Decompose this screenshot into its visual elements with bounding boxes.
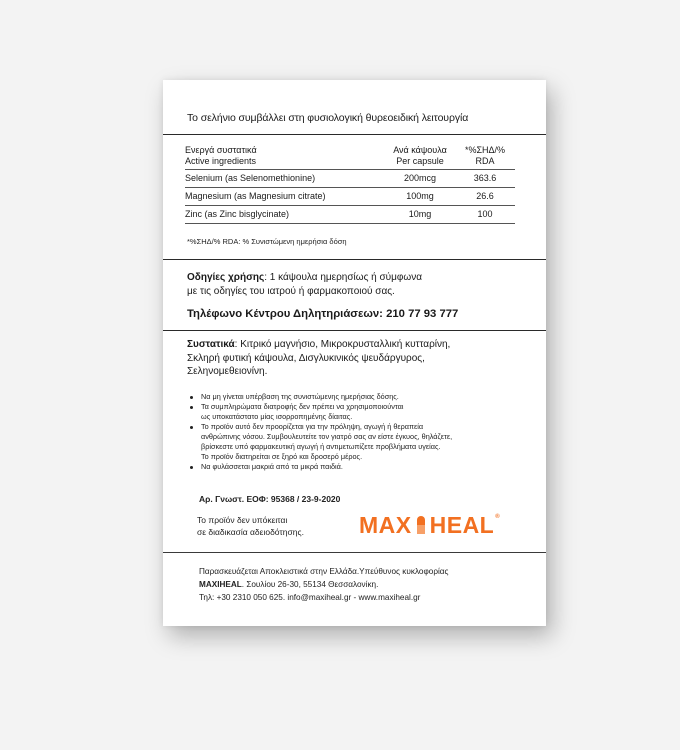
registered-mark: ® [495, 514, 501, 520]
ingredient-name: Magnesium (as Magnesium citrate) [185, 188, 385, 206]
divider-top [163, 134, 546, 135]
header-rda: *%ΣΗΔ/% RDA [464, 145, 506, 166]
logo-text-left: MAX [359, 511, 412, 538]
tagline: Το σελήνιο συμβάλλει στη φυσιολογική θυρεοειδική λειτουργία [187, 112, 469, 124]
warnings-list [189, 392, 489, 472]
divider-1 [163, 259, 546, 260]
list-item: Να μη γίνεται υπέρβαση της συνιστώμενης ημερήσιας δόσης. [189, 392, 489, 402]
ingredient-amount: 100mg [385, 188, 455, 206]
list-item: Να φυλάσσεται μακριά από τα μικρά παιδιά. [189, 462, 489, 472]
table-row [185, 170, 515, 188]
registration-number: Αρ. Γνωστ. ΕΟΦ: 95368 / 23-9-2020 [199, 494, 341, 504]
ingredient-rda: 26.6 [455, 188, 515, 206]
maxiheal-logo [359, 510, 500, 540]
ingredient-amount: 10mg [385, 206, 455, 224]
table-header-row [185, 145, 515, 170]
ingredient-rda: 363.6 [455, 170, 515, 188]
divider-2 [163, 330, 546, 331]
header-active-ingredients: Ενεργά συστατικά Active ingredients [185, 145, 257, 166]
ingredients-table [185, 145, 515, 224]
company-name: MAXIHEAL [199, 580, 242, 589]
ingredients-label: Συστατικά [187, 339, 235, 350]
divider-3 [163, 552, 546, 553]
ingredient-name: Zinc (as Zinc bisglycinate) [185, 206, 385, 224]
logo-text-right: HEAL [429, 511, 495, 538]
table-row [185, 206, 515, 224]
table-row [185, 188, 515, 206]
ingredient-rda: 100 [455, 206, 515, 224]
directions-text-1: : 1 κάψουλα ημερησίως ή σύμφωνα [264, 272, 422, 283]
ingredient-name: Selenium (as Selenomethionine) [185, 170, 385, 188]
product-label-card [163, 80, 546, 626]
ingredients-list: Συστατικά: Κιτρικό μαγνήσιο, Μικροκρυσταλλική κυτταρίνη, Σκληρή φυτική κάψουλα, Δισγλυκινικός ψευδάργυρος, Σεληνομεθειονίνη. [187, 339, 451, 377]
list-item: Το προϊόν αυτό δεν προορίζεται για την πρόληψη, αγωγή ή θεραπεία ανθρώπινης νόσου. Συμβουλευτείτε τον γιατρό σας αν είστε έγκυος, θηλάζετε, βρίσκεστε υπό φαρμακευτική αγωγή ή αντιμετωπίζετε προβλήματα υγείας. Το προϊόν διατηρείται σε ξηρό και δροσερό μέρος. [189, 422, 489, 462]
contact-line: Τηλ: +30 2310 050 625. info@maxiheal.gr - www.maxiheal.gr [199, 593, 421, 602]
ingredient-amount: 200mcg [385, 170, 455, 188]
directions-of-use [187, 271, 527, 299]
manufacturer-info: Παρασκευάζεται Αποκλειστικά στην Ελλάδα.Υπεύθυνος κυκλοφορίας MAXIHEAL. Σουλίου 26-30, 55134 Θεσσαλονίκη. Τηλ: +30 2310 050 625. info@maxiheal.gr - www.maxiheal.gr [199, 567, 449, 602]
directions-text-2: με τις οδηγίες του ιατρού ή φαρμακοποιού σας. [187, 286, 395, 297]
rda-footnote: *%ΣΗΔ/% RDA: % Συνιστώμενη ημερήσια δόση [187, 237, 347, 246]
poison-center-phone: Τηλέφωνο Κέντρου Δηλητηριάσεων: 210 77 93 777 [187, 308, 459, 320]
directions-label: Οδηγίες χρήσης [187, 272, 265, 283]
not-subject-notice: Το προϊόν δεν υπόκειται σε διαδικασία αδειοδότησης. [197, 515, 304, 537]
list-item: Τα συμπληρώματα διατροφής δεν πρέπει να χρησιμοποιούνται ως υποκατάστατο μίας ισορροπημένης δίαιτας. [189, 402, 489, 422]
capsule-icon [413, 515, 429, 535]
header-per-capsule: Ανά κάψουλα Per capsule [393, 145, 447, 166]
